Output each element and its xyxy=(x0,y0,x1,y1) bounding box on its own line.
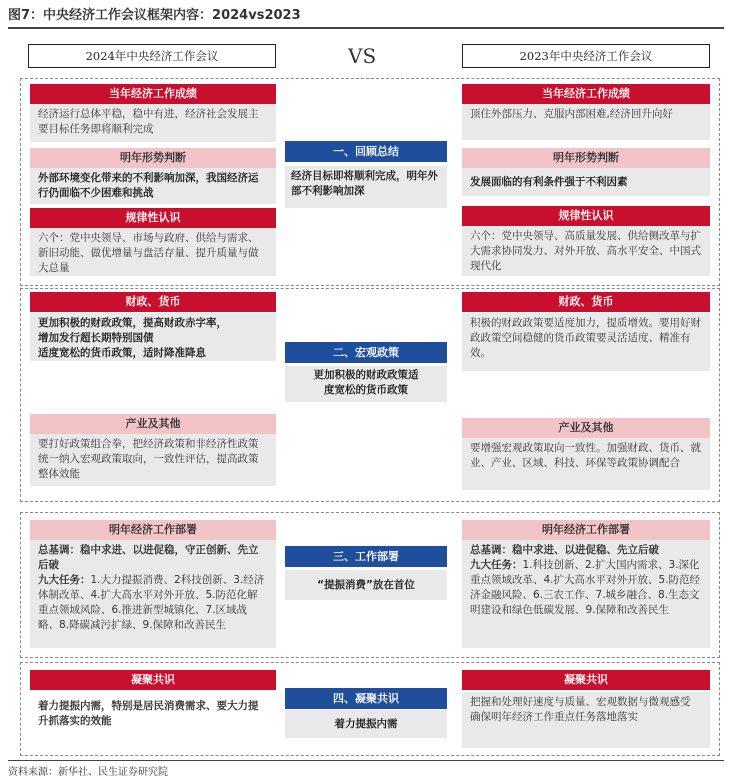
left-b-industry: 要打好政策组合拳，把经济政策和非经济性政策统一纳入宏观政策取向，一致性评估，提高政策整体效能 xyxy=(30,434,276,486)
left-h-outlook: 明年形势判断 xyxy=(30,148,276,168)
bottom-rule xyxy=(8,760,724,761)
right-b-outlook: 发展面临的有利条件强于不利因素 xyxy=(462,168,710,196)
right-h-current-results: 当年经济工作成绩 xyxy=(462,84,710,104)
left-h-current-results: 当年经济工作成绩 xyxy=(30,84,276,104)
right-tone-label: 总基调： xyxy=(470,544,512,556)
right-b-laws: 六个：党中央领导、高质量发展、供给侧改革与扩大需求协同发力、对外开放、高水平安全、中国式现代化 xyxy=(462,226,710,276)
right-tone: 稳中求进、以进促稳、先立后破 xyxy=(512,544,659,556)
mid-h-review: 一、回顾总结 xyxy=(285,141,447,162)
right-h-laws: 规律性认识 xyxy=(462,206,710,226)
left-b-outlook: 外部环境变化带来的不利影响加深，我国经济运行仍面临不少困难和挑战 xyxy=(30,168,276,204)
mid-b-consensus: 着力提振内需 xyxy=(285,710,447,738)
right-b-industry: 要增强宏观政策取向一致性。加强财政、货币、就业、产业、区域、科技、环保等政策协调配合 xyxy=(462,438,710,490)
left-h-fiscal-monetary: 财政、货币 xyxy=(30,292,276,312)
left-fiscal-line-2: 增加发行超长期特别国债 xyxy=(38,332,154,344)
right-b-fiscal-monetary: 积极的财政政策要适度加力，提质增效。要用好财政政策空间稳健的货币政策要灵活适度、精准有效。 xyxy=(462,313,710,371)
right-tasks: 1.科技创新、2.扩大国内需求、3.深化重点领域改革、4.扩大高水平对外开放、5.防范经济金融风险、6.三农工作、7.城乡融合、8.生态文明建设和绿色低碳发展、9.保障和改善民生 xyxy=(470,559,701,616)
left-fiscal-line-3: 适度宽松的货币政策，适时降准降息 xyxy=(38,347,206,359)
left-b-current-results: 经济运行总体平稳，稳中有进，经济社会发展主要目标任务即将顺利完成 xyxy=(30,104,276,142)
figure-title: 图7：中央经济工作会议框架内容：2024vs2023 xyxy=(8,8,301,23)
left-b-fiscal-monetary xyxy=(30,313,276,361)
mid-h-work-plan: 三、工作部署 xyxy=(285,546,447,567)
left-year-label: 2024年中央经济工作会议 xyxy=(28,44,276,68)
top-rule xyxy=(8,27,724,29)
left-consensus-text: 着力提振内需，特别是居民消费需求、要大力提升抓落实的效能 xyxy=(38,700,259,727)
right-h-outlook: 明年形势判断 xyxy=(462,148,710,168)
left-tasks-label: 九大任务： xyxy=(38,574,91,586)
left-h-consensus: 凝聚共识 xyxy=(30,670,276,690)
left-h-work-plan: 明年经济工作部署 xyxy=(30,520,276,540)
mid-b-review: 经济目标即将顺利完成，明年外部不利影响加深 xyxy=(285,166,447,208)
right-year-label: 2023年中央经济工作会议 xyxy=(462,44,710,68)
right-b-work-plan xyxy=(462,540,710,648)
right-b-consensus xyxy=(462,692,710,748)
mid-b-macro-policy: 更加积极的财政政策适度宽松的货币政策 xyxy=(285,366,447,402)
left-b-laws: 六个：党中央领导、市场与政府、供给与需求、新旧动能、做优增量与盘活存量、提升质量与做大总量 xyxy=(30,228,276,276)
left-tone: 稳中求进、以进促稳，守正创新、先立后破 xyxy=(38,544,259,571)
mid-b-work-plan: “提振消费”放在首位 xyxy=(285,570,447,600)
vs-label: VS xyxy=(348,44,377,68)
right-h-consensus: 凝聚共识 xyxy=(462,670,710,690)
left-tone-label: 总基调： xyxy=(38,544,80,556)
left-tasks: 1.大力提振消费、2科技创新、3.经济体制改革、4.扩大高水平对外开放、5.防范化解重点领域风险、6.推进新型城镇化、7.区域战略、8.降碳减污扩绿、9.保障和改善民生 xyxy=(38,574,265,631)
left-b-work-plan xyxy=(30,540,276,648)
left-h-industry: 产业及其他 xyxy=(30,414,276,434)
left-b-consensus xyxy=(30,696,276,736)
right-tasks-label: 九大任务： xyxy=(470,559,523,571)
mid-h-macro-policy: 二、宏观政策 xyxy=(285,342,447,363)
mid-h-consensus: 四、凝聚共识 xyxy=(285,688,447,709)
left-fiscal-line-1: 更加积极的财政政策，提高财政赤字率， xyxy=(38,317,227,329)
right-consensus-line-2: 确保明年经济工作重点任务落地落实 xyxy=(470,711,638,723)
source-note: 资料来源：新华社、民生证券研究院 xyxy=(8,767,168,778)
right-h-fiscal-monetary: 财政、货币 xyxy=(462,292,710,312)
right-h-industry: 产业及其他 xyxy=(462,418,710,438)
left-h-laws: 规律性认识 xyxy=(30,208,276,228)
right-b-current-results: 顶住外部压力、克服内部困难,经济回升向好 xyxy=(462,104,710,140)
right-h-work-plan: 明年经济工作部署 xyxy=(462,520,710,540)
right-consensus-line-1: 把握和处理好速度与质量、宏观数据与微观感受 xyxy=(470,696,691,708)
